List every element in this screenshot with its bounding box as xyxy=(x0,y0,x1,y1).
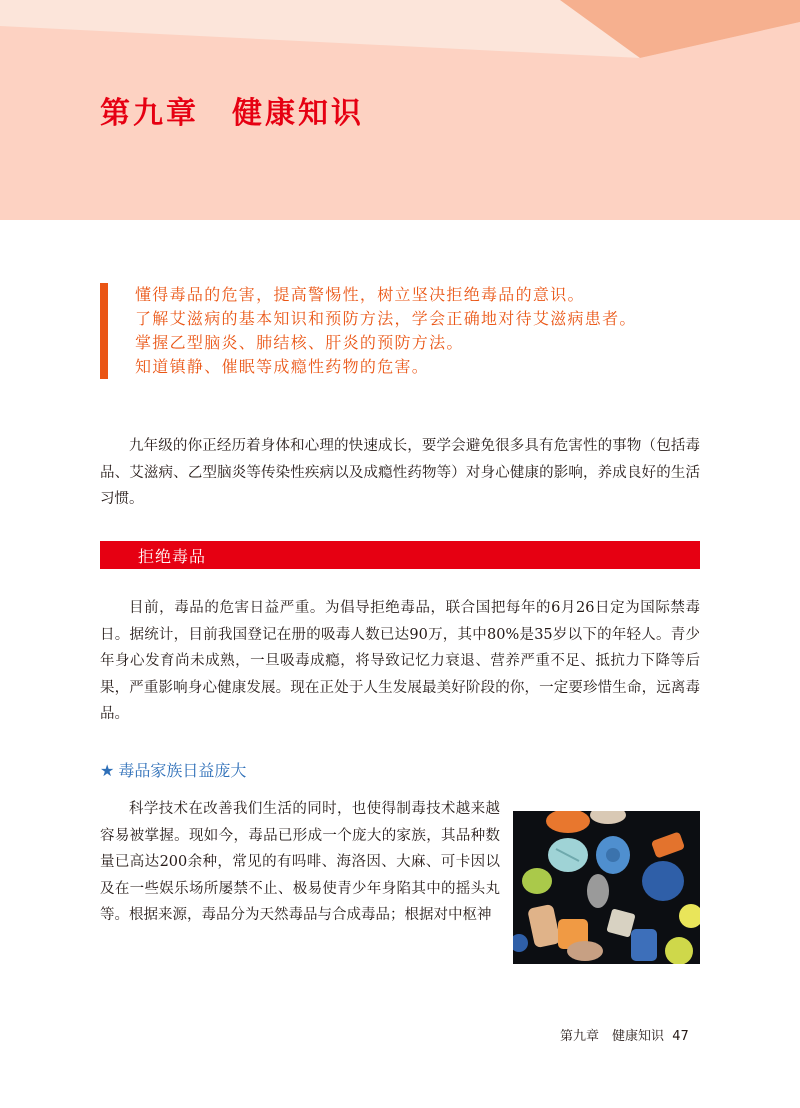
subsection-paragraph: 科学技术在改善我们生活的同时，也使得制毒技术越来越容易被掌握。现如今，毒品已形成一个庞大的家族，其品种数量已高达200余种，常见的有吗啡、海洛因、大麻、可卡因以及在一些娱乐场所屡禁不止、极易使青少年身陷其中的摇头丸等。根据来源，毒品分为天然毒品与合成毒品；根据对中枢神 xyxy=(100,801,500,923)
objective-item: 掌握乙型脑炎、肺结核、肝炎的预防方法。 xyxy=(135,333,464,352)
page-footer xyxy=(560,1025,689,1044)
objective-item: 懂得毒品的危害，提高警惕性，树立坚决拒绝毒品的意识。 xyxy=(135,285,585,304)
subsection-title: 毒品家族日益庞大 xyxy=(118,761,247,780)
intro-paragraph: 九年级的你正经历着身体和心理的快速成长，要学会避免很多具有危害性的事物（包括毒品、艾滋病、乙型脑炎等传染性疾病以及成瘾性药物等）对身心健康的影响，养成良好的生活习惯。 xyxy=(100,438,700,507)
drug-pills-photo xyxy=(513,811,700,964)
chapter-title: 第九章 健康知识 xyxy=(100,96,364,131)
section-header-bar xyxy=(100,541,700,569)
objective-item: 了解艾滋病的基本知识和预防方法，学会正确地对待艾滋病患者。 xyxy=(135,309,637,328)
header-decor-stripe xyxy=(0,0,800,60)
learning-objectives xyxy=(100,283,720,379)
chapter-header-band xyxy=(0,0,800,220)
footer-chapter: 第九章 健康知识 xyxy=(560,1029,665,1044)
objectives-list xyxy=(135,283,720,379)
star-icon: ★ xyxy=(100,761,115,780)
section-paragraph: 目前，毒品的危害日益严重。为倡导拒绝毒品，联合国把每年的6月26日定为国际禁毒日。据统计，目前我国登记在册的吸毒人数已达90万，其中80%是35岁以下的年轻人。青少年身心发育尚未成熟，一旦吸毒成瘾，将导致记忆力衰退、营养严重不足、抵抗力下降等后果，严重影响身心健康发展。现在正处于人生发展最美好阶段的你，一定要珍惜生命，远离毒品。 xyxy=(100,600,700,722)
pills-illustration xyxy=(513,811,700,964)
objectives-accent-bar xyxy=(100,283,108,379)
subsection-heading xyxy=(100,758,246,781)
section-title: 拒绝毒品 xyxy=(138,547,207,566)
page-number: 47 xyxy=(672,1029,689,1044)
objective-item: 知道镇静、催眠等成瘾性药物的危害。 xyxy=(135,357,430,376)
